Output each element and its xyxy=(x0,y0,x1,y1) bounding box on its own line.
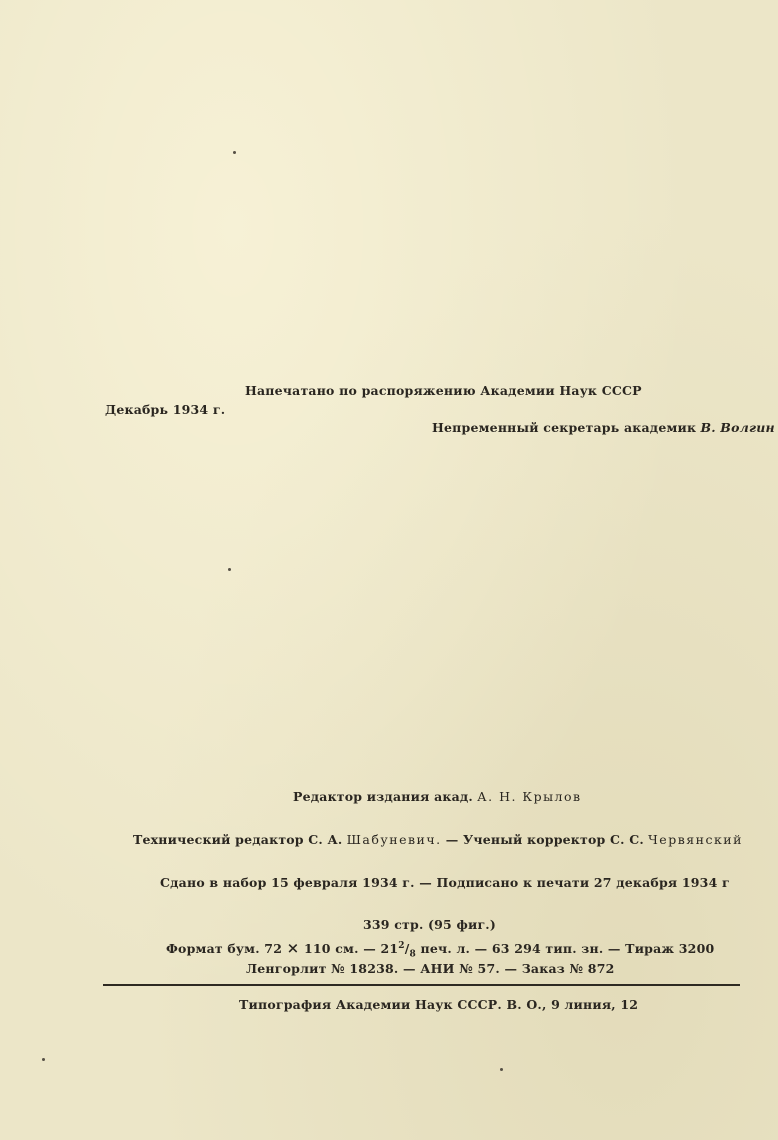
tech-editor-line xyxy=(133,832,743,847)
tech-editor-name: Шабуневич. xyxy=(346,832,442,847)
editor-name: А. Н. Крылов xyxy=(477,789,582,804)
printed-by-order-line: Напечатано по распоряжению Академии Наук СССР xyxy=(245,383,642,398)
ink-speck xyxy=(233,151,236,154)
format-part-b: 110 см. — 21 xyxy=(304,941,399,956)
corrector-prefix: — Ученый корректор С. С. xyxy=(445,832,644,847)
secretary-line xyxy=(432,420,775,435)
secretary-name: В. Волгин xyxy=(700,420,775,435)
dates-line: Сдано в набор 15 февраля 1934 г. — Подписано к печати 27 декабря 1934 г xyxy=(160,875,730,890)
license-line: Ленгорлит № 18238. — АНИ № 57. — Заказ № 872 xyxy=(246,961,615,976)
editor-prefix: Редактор издания акад. xyxy=(293,789,473,804)
ink-speck xyxy=(228,568,231,571)
tech-editor-prefix: Технический редактор С. А. xyxy=(133,832,343,847)
format-part-a: Формат бум. 72 xyxy=(166,941,283,956)
format-part-c: печ. л. — 63 294 тип. зн. — Тираж 3200 xyxy=(415,941,715,956)
format-fraction-den: 8 xyxy=(409,949,416,960)
ink-speck xyxy=(42,1058,45,1061)
format-line: Формат бум. 72 × 110 см. — $21^2/_8$ печ. л. — 63 294 тип. зн. — Тираж 3200 xyxy=(166,939,715,960)
format-times-sign: × xyxy=(286,939,300,957)
format-fraction-num: 2 xyxy=(398,940,405,951)
imprint-date: Декабрь 1934 г. xyxy=(105,402,226,417)
editor-line xyxy=(293,789,582,804)
pages-line: 339 стр. (95 фиг.) xyxy=(363,917,496,932)
secretary-prefix: Непременный секретарь академик xyxy=(432,420,697,435)
printer-line: Типография Академии Наук СССР. В. О., 9 линия, 12 xyxy=(239,997,639,1012)
divider-rule xyxy=(103,984,740,986)
ink-speck xyxy=(500,1068,503,1071)
corrector-name: Червянский xyxy=(648,832,743,847)
